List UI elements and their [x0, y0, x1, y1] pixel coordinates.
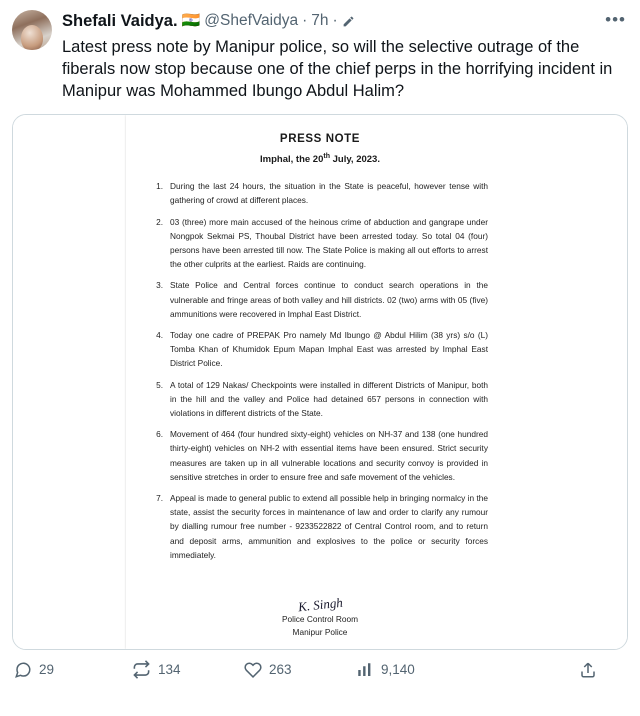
- signature-line-1: Police Control Room: [281, 614, 359, 624]
- list-item-text: State Police and Central forces continue to conduct search operations in the vulnerable and fringe areas of both valley and hill districts. 02 (two) arms with 05 (five) ammunitions were recovered in Imphal East District.: [170, 280, 488, 319]
- signature-line-2: Manipur Police: [292, 627, 348, 637]
- list-item-text: Movement of 464 (four hundred sixty-eight) vehicles on NH-37 and 138 (one hundred thirty-eight) vehicles on NH-2 with essential items have been ensured. Strict security measures are taken up in all vulnerable locations and security convoy is provided in sensitive stretches in order to ensure free and safe movement of the vehicles.: [170, 429, 488, 482]
- list-item-text: A total of 129 Nakas/ Checkpoints were installed in different Districts of Manipur, both in the hill and the valley and Police had detained 657 persons in connection with violations in different districts of the State.: [170, 379, 488, 418]
- document-clauses: [152, 179, 488, 596]
- signature: K. Singh: [296, 594, 344, 615]
- share-button[interactable]: [579, 661, 604, 679]
- list-item: [152, 328, 488, 371]
- reply-button[interactable]: [14, 661, 132, 679]
- author-name-row: [62, 10, 628, 31]
- avatar[interactable]: [12, 10, 52, 50]
- share-icon: [579, 661, 597, 679]
- list-item-text: 03 (three) more main accused of the heinous crime of abduction and gangrape under Nongpok Sekmai PS, Thoubal District have been arrested today. So total 04 (four) persons have been arrested till now. The State Police is making all out efforts to arrest the other culprits at the earliest. Raids are continuing.: [170, 216, 488, 270]
- list-item: [152, 179, 488, 207]
- reply-icon: [14, 661, 32, 679]
- tweet-text: Latest press note by Manipur police, so will the selective outrage of the fiberals now stop because one of the chief perps in the horrifying incident in Manipur was Mohammed Ibungo Abdul Halim?: [62, 38, 613, 100]
- separator-dot-2: ·: [332, 12, 338, 29]
- document-title: PRESS NOTE: [279, 133, 361, 145]
- document-date-suffix: July, 2023.: [329, 154, 380, 166]
- pencil-icon: [342, 15, 355, 28]
- views-button[interactable]: [356, 661, 415, 679]
- retweet-button[interactable]: [132, 660, 244, 679]
- document-date: [152, 153, 488, 165]
- handle[interactable]: @ShefVaidya: [204, 12, 299, 29]
- list-item-number: 4.: [156, 329, 163, 340]
- press-note-image-card[interactable]: [12, 114, 628, 650]
- list-item: [152, 427, 488, 484]
- list-item: [152, 215, 488, 272]
- list-item: [152, 278, 488, 321]
- list-item-number: 6.: [156, 429, 163, 440]
- reply-count: 29: [39, 662, 55, 677]
- analytics-icon: [356, 661, 374, 679]
- signature-block: [152, 594, 488, 639]
- display-name[interactable]: Shefali Vaidya.: [62, 12, 178, 30]
- list-item-number: 2.: [156, 216, 163, 227]
- views-count: 9,140: [381, 662, 415, 677]
- tweet-actions: [12, 660, 628, 679]
- retweet-count: 134: [158, 662, 181, 677]
- list-item: [152, 378, 488, 421]
- separator-dot: ·: [302, 12, 308, 29]
- retweet-icon: [132, 660, 151, 679]
- list-item-number: 3.: [156, 280, 163, 291]
- list-item-text: Today one cadre of PREPAK Pro namely Md Ibungo @ Abdul Hilim (38 yrs) s/o (L) Tomba Khan of Khumidok Epum Mapan Imphal East was arrested by Imphal East District Police.: [170, 329, 488, 369]
- list-item-text: During the last 24 hours, the situation in the State is peaceful, however tense with gathering of crowd at different places.: [170, 181, 488, 206]
- author-block: [62, 10, 628, 102]
- press-note-document: [126, 115, 514, 649]
- tweet-header: [12, 10, 628, 102]
- india-flag-icon: 🇮🇳: [181, 12, 201, 29]
- list-item-number: 7.: [156, 493, 163, 504]
- list-item-text: Appeal is made to general public to extend all possible help in bringing normalcy in the state, assist the security forces in maintenance of law and order to clarify any rumour by dialling rumour free number - 9233522822 of Central Control room, and to return and deposit arms, ammunition and explosives to the police or security forces immediately.: [170, 493, 488, 560]
- document-date-sup: th: [323, 153, 330, 160]
- list-item-number: 1.: [156, 181, 163, 192]
- like-button[interactable]: [244, 661, 356, 679]
- like-count: 263: [269, 662, 292, 677]
- timestamp[interactable]: 7h: [311, 12, 329, 29]
- list-item-number: 5.: [156, 379, 163, 390]
- heart-icon: [244, 661, 262, 679]
- document-date-prefix: Imphal, the 20: [260, 154, 324, 166]
- list-item: [152, 491, 488, 562]
- more-options-button[interactable]: •••: [605, 10, 626, 29]
